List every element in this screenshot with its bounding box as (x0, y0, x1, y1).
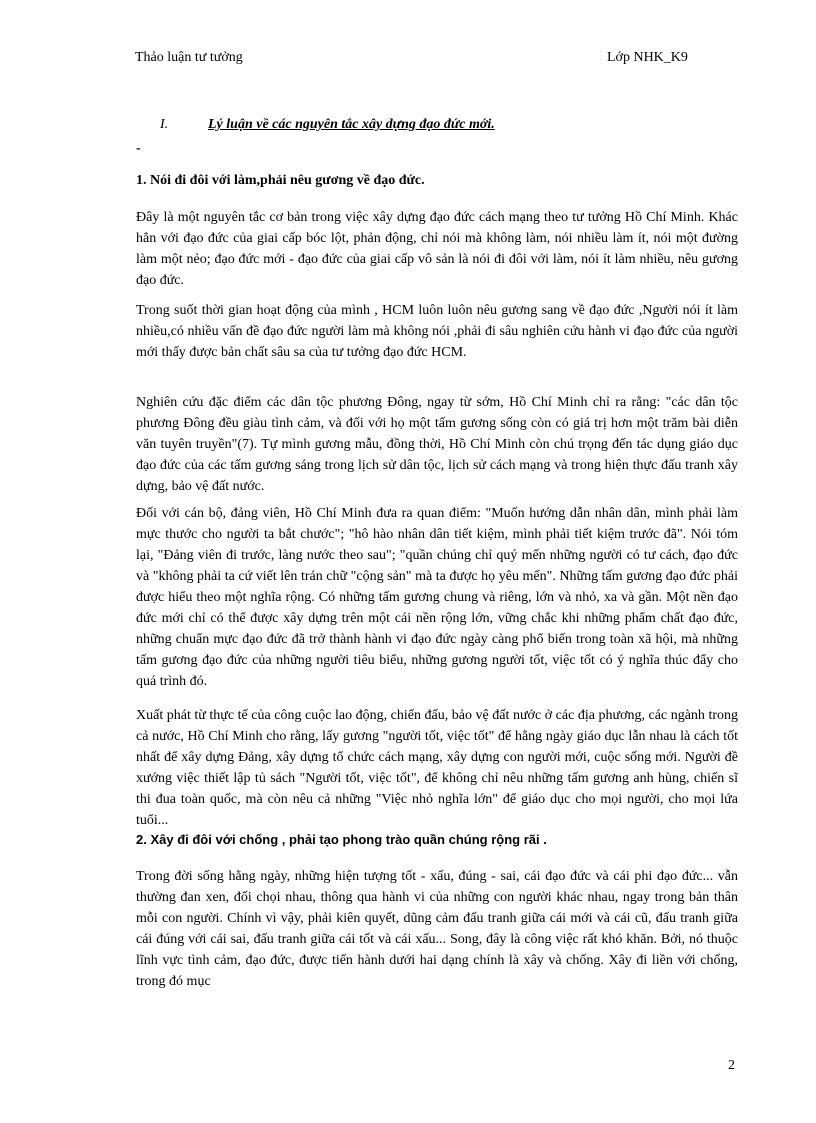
section-title: Lý luận về các nguyên tắc xây dựng đạo đức mới. (208, 117, 495, 132)
section-number: I. (160, 117, 169, 132)
page-number: 2 (728, 1058, 735, 1073)
paragraph-5: Xuất phát từ thực tế của công cuộc lao động, chiến đấu, bảo vệ đất nước ở các địa phương, các ngành trong cả nước, Hồ Chí Minh cho rằng, lấy gương "người tốt, việc tốt" để hằng ngày giáo dục lẫn nhau là cách tốt nhất để xây dựng Đảng, xây dựng tổ chức cách mạng, xây dựng con người mới, cuộc sống mới. Người đề xướng việc thiết lập tủ sách "Người tốt, việc tốt", để không chỉ nêu những tấm gương anh hùng, chiến sĩ thi đua toàn quốc, mà còn nêu cả những "Việc nhỏ nghĩa lớn" để giáo dục cho mọi người, cho mọi lứa tuổi... (136, 708, 738, 828)
heading-2: 2. Xây đi đôi với chống , phải tạo phong trào quần chúng rộng rãi . (136, 832, 547, 847)
header-left-text: Thảo luận tư tưởng (135, 50, 243, 65)
paragraph-2: Trong suốt thời gian hoạt động của mình , HCM luôn luôn nêu gương sang về đạo đức ,Người nói ít làm nhiều,có nhiều vấn đề đạo đức người làm mà không nói ,phải đi sâu nghiên cứu hành vi đạo đức của người mới thấy được bản chất sâu sa của tư tưởng đạo đức HCM. (136, 303, 738, 360)
header-right-text: Lớp NHK_K9 (607, 50, 688, 65)
paragraph-1: Đây là một nguyên tắc cơ bản trong việc xây dựng đạo đức cách mạng theo tư tưởng Hồ Chí Minh. Khác hẳn với đạo đức của giai cấp bóc lột, phản động, chỉ nói mà không làm, nói nhiều làm ít, nói một đường làm một nẻo; đạo đức mới - đạo đức của giai cấp vô sản là nói đi đôi với làm, nói ít làm nhiều, nêu gương đạo đức. (136, 210, 738, 288)
paragraph-3: Nghiên cứu đặc điểm các dân tộc phương Đông, ngay từ sớm, Hồ Chí Minh chỉ ra rằng: "các dân tộc phương Đông đều giàu tình cảm, và đối với họ một tấm gương sống còn có giá trị hơn một trăm bài diễn văn tuyên truyền"(7). Tự mình gương mẫu, đồng thời, Hồ Chí Minh còn chú trọng đến tác dụng giáo dục đạo đức của các tấm gương sáng trong lịch sử dân tộc, lịch sử cách mạng và trong hiện thực đấu tranh xây dựng, bảo vệ đất nước. (136, 395, 738, 494)
paragraph-6: Trong đời sống hằng ngày, những hiện tượng tốt - xấu, đúng - sai, cái đạo đức và cái phi đạo đức... vẫn thường đan xen, đối chọi nhau, thông qua hành vi của những con người khác nhau, ngay trong bản thân mỗi con người. Chính vì vậy, phải kiên quyết, dũng cảm đấu tranh giữa cái mới và cái cũ, đấu tranh giữa cái đúng với cái sai, đấu tranh giữa cái tốt và cái xấu... Song, đây là công việc rất khó khăn. Bởi, nó thuộc lĩnh vực tình cảm, đạo đức, được tiến hành dưới hai dạng chính là xây và chống. Xây đi liền với chống, trong đó mục (136, 869, 738, 989)
bullet-dash: - (136, 141, 141, 156)
section-heading (160, 117, 495, 133)
paragraph-4: Đối với cán bộ, đảng viên, Hồ Chí Minh đưa ra quan điểm: "Muốn hướng dẫn nhân dân, mình phải làm mực thước cho người ta bắt chước"; "hô hào nhân dân tiết kiệm, mình phải tiết kiệm trước đã". Nói tóm lại, "Đảng viên đi trước, làng nước theo sau"; "quần chúng chỉ quý mến những người có tư cách, đạo đức và "không phải ta cứ viết lên trán chữ "cộng sản" mà ta được họ yêu mến". Những tấm gương đạo đức phải được hiểu theo một nghĩa rộng. Có những tấm gương chung và riêng, lớn và nhỏ, xa và gần. Một nền đạo đức mới chỉ có thể được xây dựng trên một cái nền rộng lớn, vững chắc khi những phẩm chất đạo đức, những chuẩn mực đạo đức đã trở thành hành vi đạo đức ngày càng phổ biến trong toàn xã hội, mà những tấm gương đạo đức của những người tiêu biểu, những gương người tốt, việc tốt có ý nghĩa thúc đẩy cho quá trình đó. (136, 506, 738, 689)
heading-1: 1. Nói đi đôi với làm,phải nêu gương về đạo đức. (136, 173, 425, 188)
